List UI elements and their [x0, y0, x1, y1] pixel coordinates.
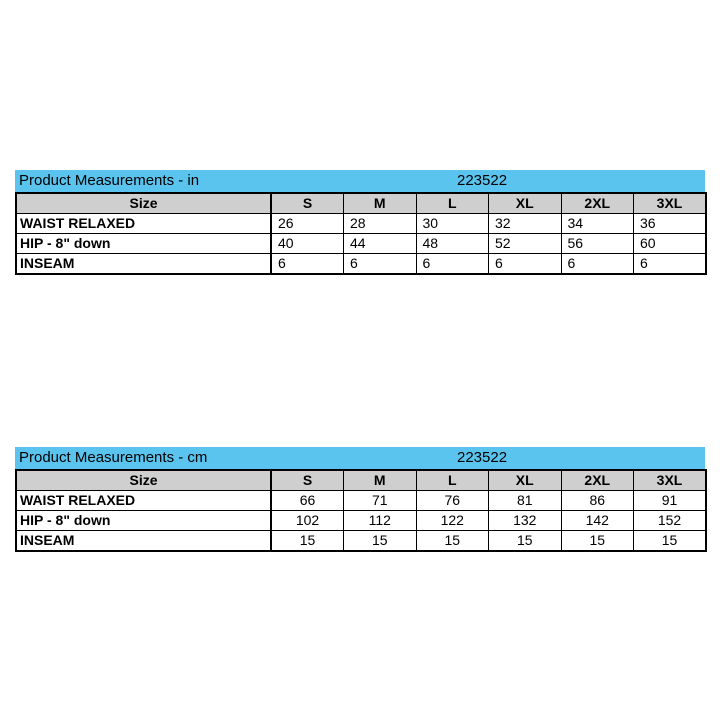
size-col-header: M: [344, 470, 417, 491]
table-cell: 34: [561, 214, 634, 234]
table-cell: 28: [344, 214, 417, 234]
table-cell: 40: [271, 234, 344, 254]
size-col-header: 3XL: [634, 193, 707, 214]
size-col-header: S: [271, 470, 344, 491]
size-col-header: XL: [489, 193, 562, 214]
measurements-table-inches: [15, 170, 705, 275]
table-title: Product Measurements - in: [19, 172, 200, 189]
table-cell: 15: [489, 531, 562, 552]
measurements-table-cm: [15, 447, 705, 552]
table-cell: 6: [416, 254, 489, 275]
table-cell: 6: [271, 254, 344, 275]
table-cell: 152: [634, 511, 707, 531]
size-col-header: L: [416, 470, 489, 491]
size-col-header: XL: [489, 470, 562, 491]
header-row: [16, 193, 706, 214]
table-cell: 32: [489, 214, 562, 234]
table-title-bar: [15, 170, 705, 192]
table-cell: 66: [271, 491, 344, 511]
table-cell: 15: [271, 531, 344, 552]
row-label: WAIST RELAXED: [16, 491, 271, 511]
table-cell: 122: [416, 511, 489, 531]
table-row: [16, 531, 706, 552]
table-cell: 15: [416, 531, 489, 552]
table-cell: 6: [561, 254, 634, 275]
header-row: [16, 470, 706, 491]
table-cell: 71: [344, 491, 417, 511]
size-col-header: S: [271, 193, 344, 214]
table-cell: 6: [634, 254, 707, 275]
table-cell: 6: [489, 254, 562, 275]
row-label: WAIST RELAXED: [16, 214, 271, 234]
row-label: HIP - 8" down: [16, 511, 271, 531]
table-cell: 44: [344, 234, 417, 254]
product-code: 223522: [457, 449, 508, 466]
row-label: HIP - 8" down: [16, 234, 271, 254]
table-cell: 91: [634, 491, 707, 511]
size-col-header: 2XL: [561, 470, 634, 491]
table-row: [16, 491, 706, 511]
table-row: [16, 214, 706, 234]
table-cell: 102: [271, 511, 344, 531]
table-cell: 15: [561, 531, 634, 552]
table-cell: 56: [561, 234, 634, 254]
table-cell: 86: [561, 491, 634, 511]
size-col-header: 2XL: [561, 193, 634, 214]
table-cell: 52: [489, 234, 562, 254]
table-title-bar: [15, 447, 705, 469]
table-cell: 26: [271, 214, 344, 234]
row-label: INSEAM: [16, 531, 271, 552]
measurements-grid: [15, 192, 707, 275]
table-cell: 48: [416, 234, 489, 254]
size-col-header: M: [344, 193, 417, 214]
table-cell: 15: [344, 531, 417, 552]
row-label: INSEAM: [16, 254, 271, 275]
measurements-grid: [15, 469, 707, 552]
table-cell: 36: [634, 214, 707, 234]
table-cell: 81: [489, 491, 562, 511]
size-col-header: L: [416, 193, 489, 214]
size-col-header: 3XL: [634, 470, 707, 491]
table-title: Product Measurements - cm: [19, 449, 208, 466]
table-row: [16, 254, 706, 275]
table-cell: 60: [634, 234, 707, 254]
table-cell: 142: [561, 511, 634, 531]
table-row: [16, 234, 706, 254]
table-cell: 112: [344, 511, 417, 531]
table-cell: 132: [489, 511, 562, 531]
table-cell: 76: [416, 491, 489, 511]
product-code: 223522: [457, 172, 508, 189]
table-cell: 6: [344, 254, 417, 275]
table-cell: 15: [634, 531, 707, 552]
table-row: [16, 511, 706, 531]
size-header: Size: [16, 193, 271, 214]
size-header: Size: [16, 470, 271, 491]
table-cell: 30: [416, 214, 489, 234]
